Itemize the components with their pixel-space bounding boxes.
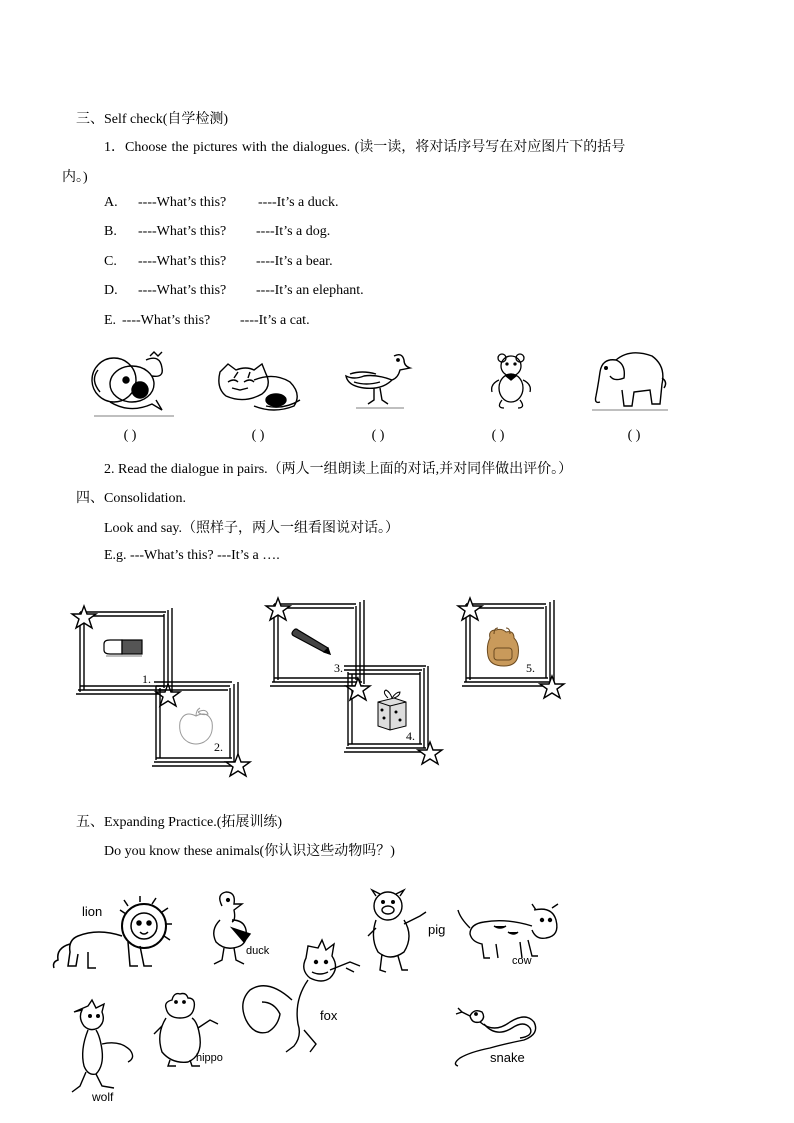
hippo-label: hippo <box>196 1052 223 1064</box>
dialogue-question: ----What’s this? <box>138 224 227 239</box>
q2-instruction: 2. Read the dialogue in pairs.（两人一组朗读上面的对话,并对同伴做出评价。） <box>104 462 573 477</box>
snake-label: snake <box>490 1050 525 1065</box>
teddy-bear-picture <box>488 352 534 415</box>
frame-number-1: 1. <box>142 672 151 686</box>
dialogue-letter: E. <box>104 313 117 328</box>
cat-picture <box>214 360 304 421</box>
section3-title: 三、Self check(自学检测) <box>76 112 229 127</box>
lion-picture <box>48 896 172 981</box>
dialogue-letter: A. <box>104 195 118 210</box>
cow-label: cow <box>512 955 532 967</box>
dialogue-answer: ----It’s a bear. <box>256 254 333 269</box>
gift-box-icon <box>374 690 408 735</box>
answer-blank-1[interactable]: ( ) <box>123 428 137 443</box>
q1-instruction: 1．Choose the pictures with the dialogues. (读一读，将对话序号写在对应图片下的括号 <box>104 140 626 155</box>
section4-title: 四、Consolidation. <box>76 491 187 506</box>
fox-label: fox <box>320 1008 338 1023</box>
apple-icon <box>176 706 216 751</box>
fox-picture <box>238 940 364 1071</box>
dialogue-letter: C. <box>104 254 117 269</box>
dialogue-question: ----What’s this? <box>138 283 227 298</box>
frame-number-5: 5. <box>526 661 535 675</box>
elephant-picture <box>590 348 668 417</box>
wolf-picture <box>70 1000 140 1103</box>
answer-blank-4[interactable]: ( ) <box>491 428 505 443</box>
answer-blank-2[interactable]: ( ) <box>251 428 265 443</box>
dialogue-answer: ----It’s a cat. <box>240 313 310 328</box>
answer-blank-3[interactable]: ( ) <box>371 428 385 443</box>
dialogue-letter: D. <box>104 283 118 298</box>
eraser-icon <box>102 638 144 665</box>
q1-instruction-cont: 内。) <box>62 170 88 185</box>
cow-picture <box>456 902 564 969</box>
frame-number-2: 2. <box>214 740 223 754</box>
section4-example: E.g. ---What’s this? ---It’s a …. <box>104 548 280 563</box>
lion-label: lion <box>82 904 103 919</box>
dialogue-answer: ----It’s a duck. <box>258 195 339 210</box>
section5-title: 五、Expanding Practice.(拓展训练) <box>76 815 283 830</box>
dialogue-answer: ----It’s an elephant. <box>256 283 364 298</box>
pig-picture <box>364 888 434 981</box>
duck-label: duck <box>246 945 270 957</box>
pig-label: pig <box>428 922 446 937</box>
section5-question: Do you know these animals(你认识这些动物吗？) <box>104 844 395 859</box>
duck-picture <box>342 350 412 417</box>
dialogue-question: ----What’s this? <box>138 195 227 210</box>
dialogue-question: ----What’s this? <box>138 254 227 269</box>
backpack-icon <box>482 626 524 673</box>
dialogue-question: ----What’s this? <box>122 313 211 328</box>
crayon-icon <box>290 626 334 661</box>
answer-blank-5[interactable]: ( ) <box>627 428 641 443</box>
frame-number-3: 3. <box>334 661 343 675</box>
dialogue-letter: B. <box>104 224 117 239</box>
section4-instruction: Look and say.（照样子，两人一组看图说对话。） <box>104 521 400 536</box>
wolf-label: wolf <box>92 1090 114 1104</box>
dog-picture <box>90 350 176 423</box>
dialogue-answer: ----It’s a dog. <box>256 224 331 239</box>
frame-number-4: 4. <box>406 729 415 743</box>
